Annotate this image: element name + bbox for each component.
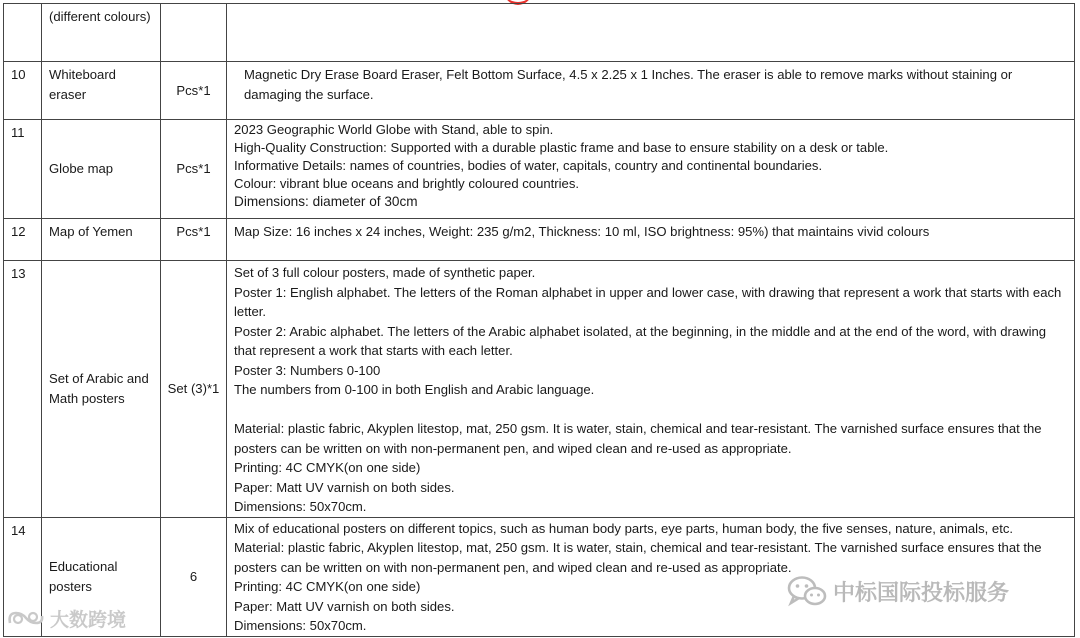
description-line: Printing: 4C CMYK(on one side): [234, 579, 421, 594]
watermark-left-text: 大数跨境: [50, 609, 127, 631]
watermark-right: [787, 574, 1009, 608]
item-quantity: Pcs*1: [161, 120, 227, 219]
description-line: Map Size: 16 inches x 24 inches, Weight: 235 g/m2, Thickness: 10 ml, ISO brightness: 95%) that maintains vivid colours: [234, 224, 930, 239]
item-quantity: 6: [161, 517, 227, 636]
description-line: Dimensions: diameter of 30cm: [234, 194, 418, 209]
description-line: Dimensions: 50x70cm.: [234, 618, 367, 633]
watermark-left: [6, 603, 126, 633]
description-line: Material: plastic fabric, Akyplen litestop, mat, 250 gsm. It is water, stain, chemical and tear-resistant. The varnished surface ensures that the posters can be written on with non-permanent pen, and wiped clean and re-used as appropriate.: [234, 421, 1042, 456]
item-description: [227, 261, 1075, 518]
row-number: [4, 4, 42, 62]
table-row: [4, 219, 1075, 261]
description-line: High-Quality Construction: Supported with a durable plastic frame and base to ensure stability on a desk or table.: [234, 140, 889, 155]
item-description: [227, 120, 1075, 219]
wechat-icon: [787, 575, 827, 607]
description-line: Printing: 4C CMYK(on one side): [234, 460, 421, 475]
row-number: 11: [4, 120, 42, 219]
item-name: Globe map: [42, 120, 161, 219]
item-name: Map of Yemen: [42, 219, 161, 261]
description-line: 2023 Geographic World Globe with Stand, able to spin.: [234, 122, 554, 137]
item-quantity: Set (3)*1: [161, 261, 227, 518]
table-row: [4, 261, 1075, 518]
row-number: 13: [4, 261, 42, 518]
infinity-logo-icon: [6, 607, 46, 629]
description-line: Material: plastic fabric, Akyplen litestop, mat, 250 gsm. It is water, stain, chemical and tear-resistant. The varnished surface ensures that the posters can be written on with non-permanent pen, and wiped clean and re-used as appropriate.: [234, 540, 1042, 575]
description-line: Dimensions: 50x70cm.: [234, 499, 367, 514]
description-spacer: [234, 400, 1070, 420]
item-quantity: Pcs*1: [161, 219, 227, 261]
watermark-right-text: 中标国际投标服务: [833, 579, 1010, 605]
description-line: Informative Details: names of countries, bodies of water, capitals, country and continental boundaries.: [234, 158, 823, 173]
description-line: Magnetic Dry Erase Board Eraser, Felt Bottom Surface, 4.5 x 2.25 x 1 Inches. The eraser is able to remove marks without staining or damaging the surface.: [244, 67, 1013, 102]
description-line: Mix of educational posters on different topics, such as human body parts, eye parts, human body, the five senses, nature, animals, etc.: [234, 520, 1014, 536]
description-line: Poster 2: Arabic alphabet. The letters of the Arabic alphabet isolated, at the beginning, in the middle and at the end of the word, with drawing that represent a work that starts with each letter.: [234, 323, 1047, 358]
row-number: 10: [4, 62, 42, 120]
description-line: The numbers from 0-100 in both English and Arabic language.: [234, 382, 595, 397]
item-quantity: [161, 4, 227, 62]
row-number: 14: [4, 517, 42, 636]
item-name: Whiteboard eraser: [42, 62, 161, 120]
table-row: [4, 120, 1075, 219]
description-line: Paper: Matt UV varnish on both sides.: [234, 479, 455, 495]
description-line: Poster 3: Numbers 0-100: [234, 362, 381, 378]
item-description: [227, 62, 1075, 120]
item-name: Educational posters: [42, 517, 161, 636]
item-description: [227, 219, 1075, 261]
description-line: Set of 3 full colour posters, made of synthetic paper.: [234, 265, 536, 280]
description-line: Poster 1: English alphabet. The letters of the Roman alphabet in upper and lower case, with drawing that represent a work that starts with each letter.: [234, 284, 1062, 319]
specification-table: [3, 3, 1075, 637]
item-quantity: Pcs*1: [161, 62, 227, 120]
item-name: (different colours): [42, 4, 161, 62]
table-row: [4, 4, 1075, 62]
description-line: Paper: Matt UV varnish on both sides.: [234, 598, 455, 614]
table-row: [4, 62, 1075, 120]
item-name: Set of Arabic and Math posters: [42, 261, 161, 518]
row-number: 12: [4, 219, 42, 261]
item-description: [227, 4, 1075, 62]
description-line: Colour: vibrant blue oceans and brightly coloured countries.: [234, 176, 580, 191]
